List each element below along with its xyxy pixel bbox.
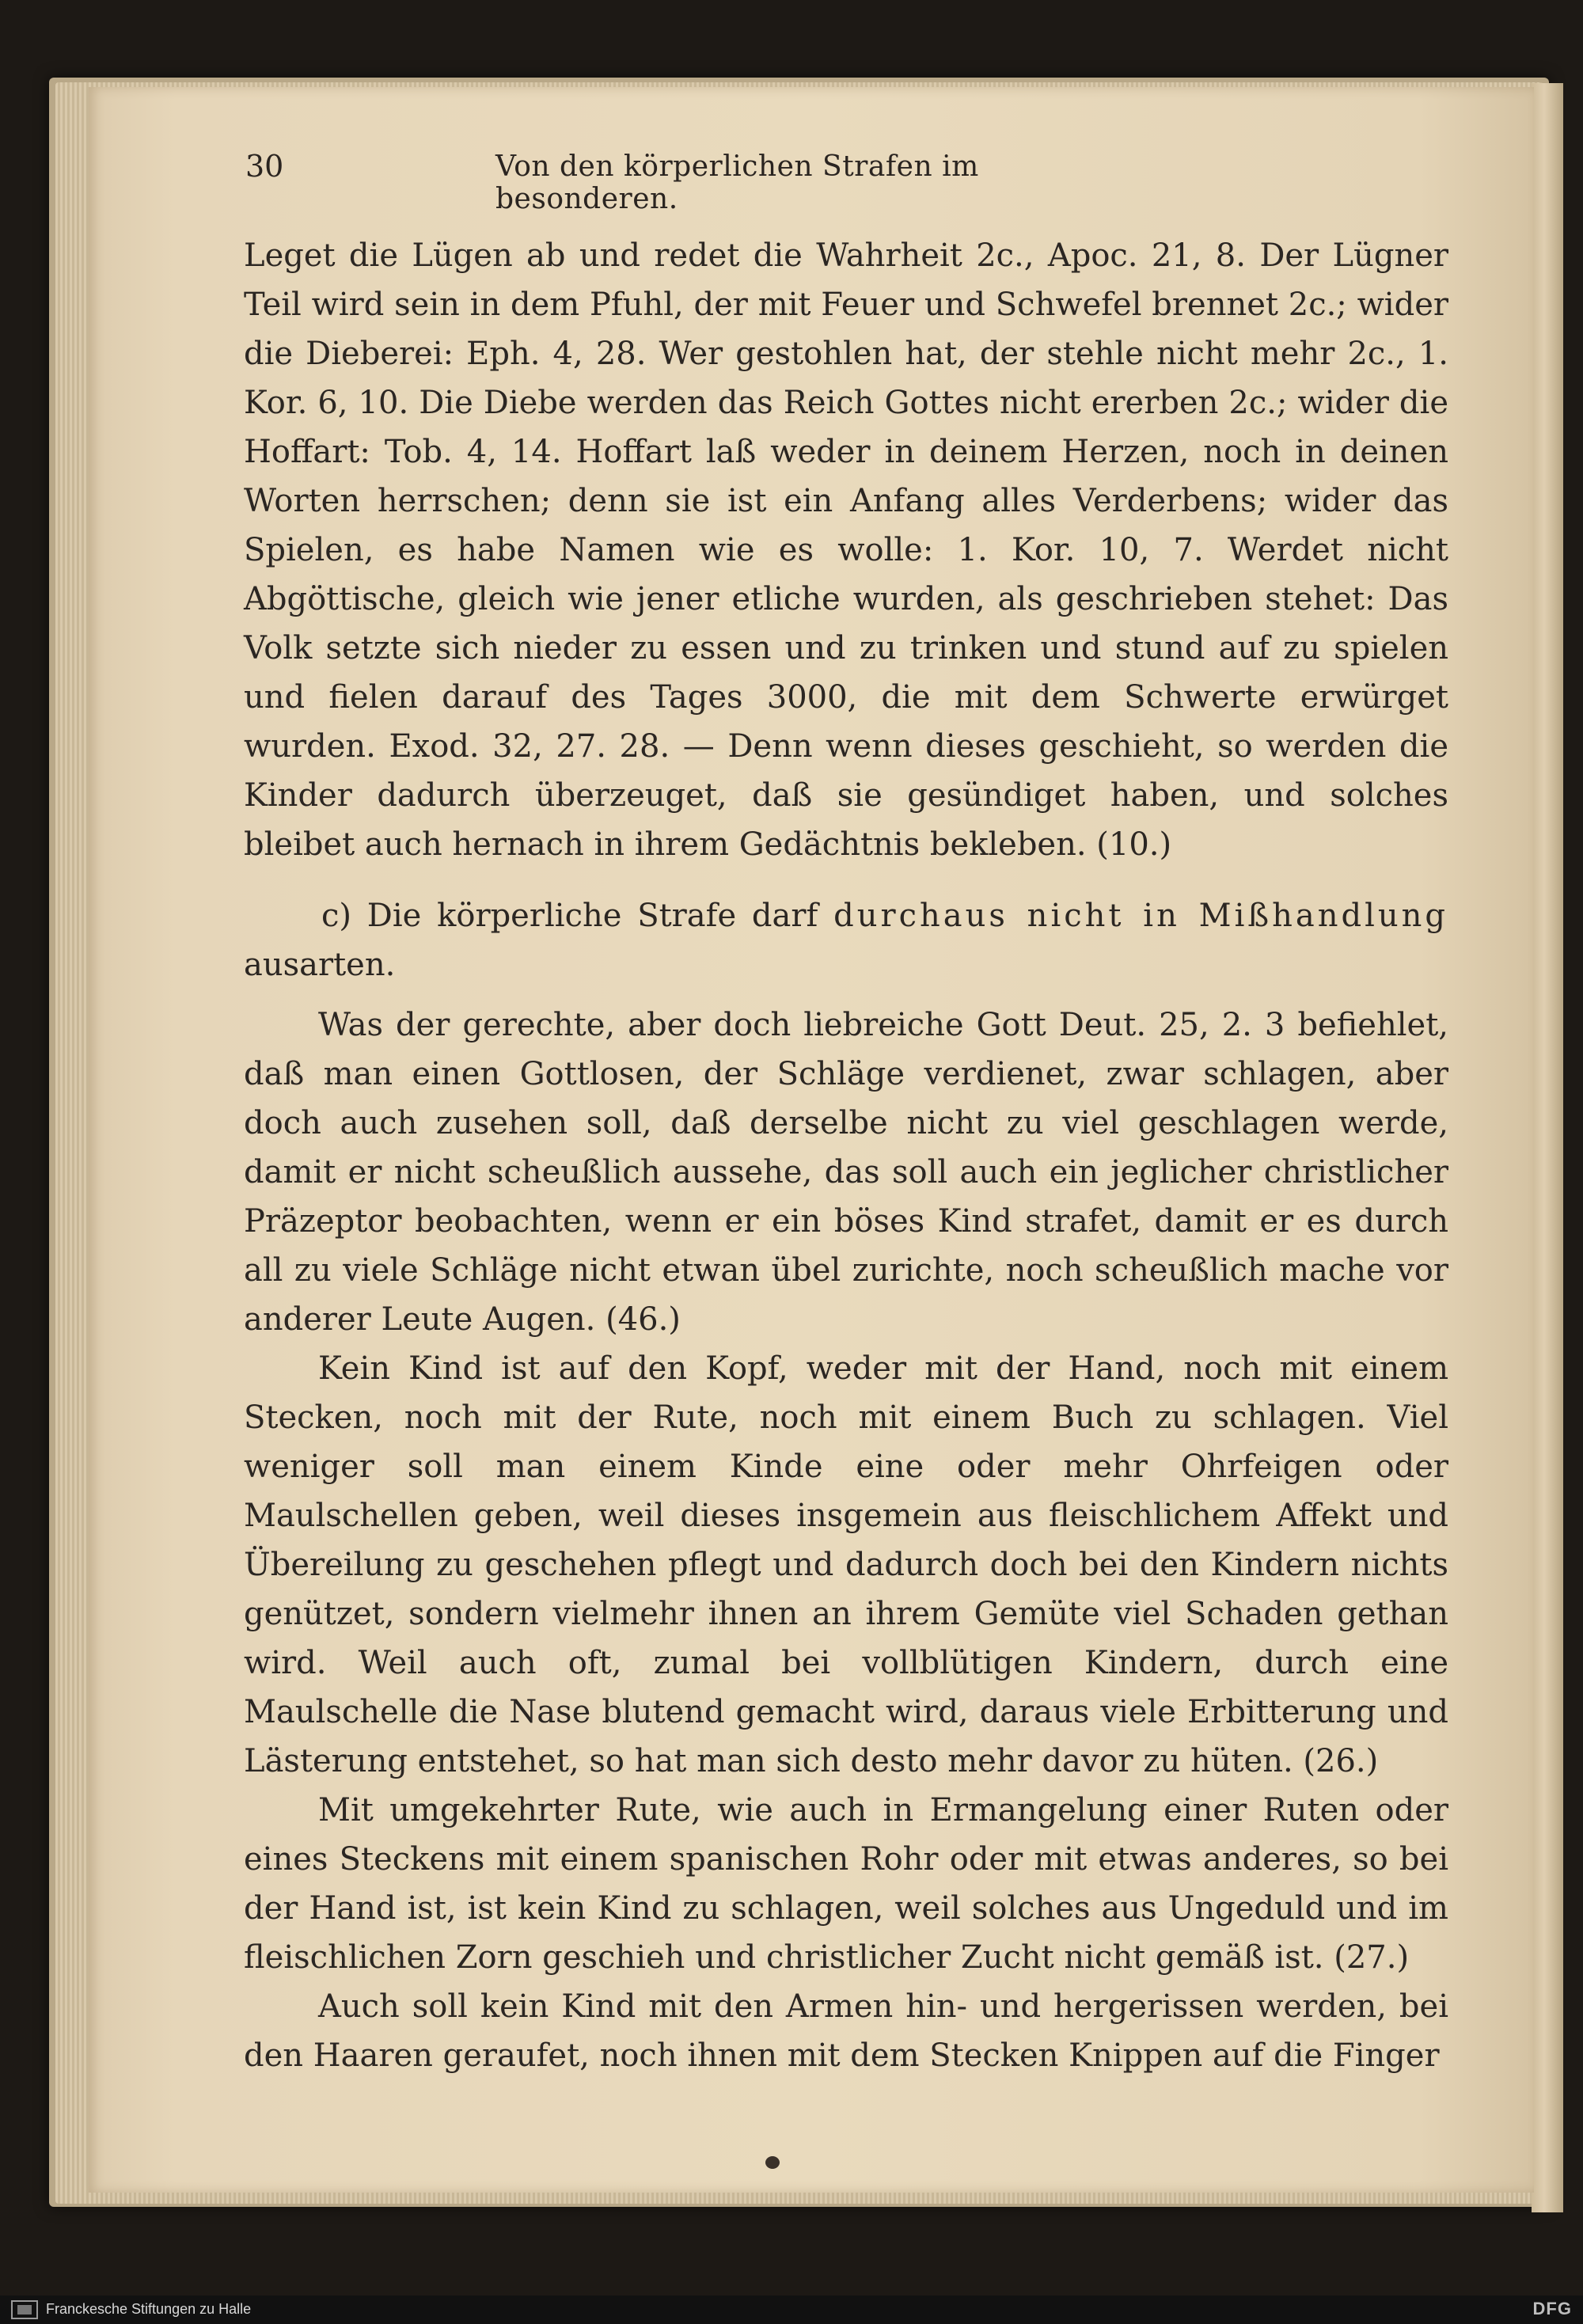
running-title: Von den körperlichen Strafen im besonderen.: [495, 150, 979, 215]
footer-institution: Franckesche Stiftungen zu Halle: [46, 2301, 252, 2317]
page-right-edge: [1532, 83, 1563, 2212]
institution-logo-icon: [11, 2300, 38, 2319]
page-text: [244, 231, 1448, 2080]
paragraph-3: Kein Kind ist auf den Kopf, weder mit der Hand, noch mit einem Stecken, noch mit der Rute, noch mit einem Buch zu schlagen. Viel weniger soll man einem Kinde eine oder mehr Ohrfeigen oder Maulschellen geben, weil dieses insgemein aus fleischlichem Affekt und Übereilung zu geschehen pflegt und dadurch doch bei den Kindern nichts genützet, sondern vielmehr ihnen an ihrem Gemüte viel Schaden gethan wird. Weil auch oft, zumal bei vollblütigen Kindern, durch eine Maulschelle die Nase blutend gemacht wird, daraus viele Erbitterung und Lästerung entstehet, so hat man sich desto mehr davor zu hüten. (26.): [244, 1350, 1448, 1779]
running-head: [245, 149, 1156, 215]
ink-spot: [765, 2156, 780, 2169]
page-number: 30: [245, 149, 284, 184]
footer-bar: [0, 2296, 1583, 2324]
section-c-prefix: c) Die körperliche Strafe darf: [321, 898, 834, 934]
paragraph-1: Leget die Lügen ab und redet die Wahrheit 2c., Apoc. 21, 8. Der Lügner Teil wird sein in dem Pfuhl, der mit Feuer und Schwefel brennet 2c.; wider die Dieberei: Eph. 4, 28. Wer gestohlen hat, der stehle nicht mehr 2c., 1. Kor. 6, 10. Die Diebe werden das Reich Gottes nicht ererben 2c.; wider die Hoffart: Tob. 4, 14. Hoffart laß weder in deinem Herzen, noch in deinen Worten herrschen; denn sie ist ein Anfang alles Verderbens; wider das Spielen, es habe Namen wie es wolle: 1. Kor. 10, 7. Werdet nicht Abgöttische, gleich wie jener etliche wurden, als geschrieben stehet: Das Volk setzte sich nieder zu essen und zu trinken und stund auf zu spielen und fielen darauf des Tages 3000, die mit dem Schwerte erwürget wurden. Exod. 32, 27. 28. — Denn wenn dieses geschieht, so werden die Kinder dadurch überzeuget, daß sie gesündiget haben, und solches bleibet auch hernach in ihrem Gedächtnis bekleben. (10.): [244, 237, 1448, 863]
section-c-heading: [244, 891, 1448, 989]
dfg-logo: DFG: [1532, 2299, 1572, 2318]
paragraph-5: Auch soll kein Kind mit den Armen hin- und hergerissen werden, bei den Haaren geraufet, noch ihnen mit dem Stecken Knippen auf die Finger: [244, 1988, 1448, 2074]
section-c-emphasis: durchaus nicht in Mißhandlung: [833, 898, 1448, 934]
section-c-suffix: ausarten.: [244, 947, 396, 983]
paragraph-4: Mit umgekehrter Rute, wie auch in Ermangelung einer Ruten oder eines Steckens mit einem spanischen Rohr oder mit etwas anderes, so bei der Hand ist, ist kein Kind zu schlagen, weil solches aus Ungeduld und im fleischlichen Zorn geschieh und christlicher Zucht nicht gemäß ist. (27.): [244, 1792, 1448, 1976]
paragraph-2: Was der gerechte, aber doch liebreiche Gott Deut. 25, 2. 3 befiehlet, daß man einen Gottlosen, der Schläge verdienet, zwar schlagen, aber doch auch zusehen soll, daß derselbe nicht zu viel geschlagen werde, damit er nicht scheußlich aussehe, das soll auch ein jeglicher christlicher Präzeptor beobachten, wenn er ein böses Kind strafet, damit er es durch all zu viele Schläge nicht etwan übel zurichte, noch scheußlich mache vor anderer Leute Augen. (46.): [244, 1007, 1448, 1338]
